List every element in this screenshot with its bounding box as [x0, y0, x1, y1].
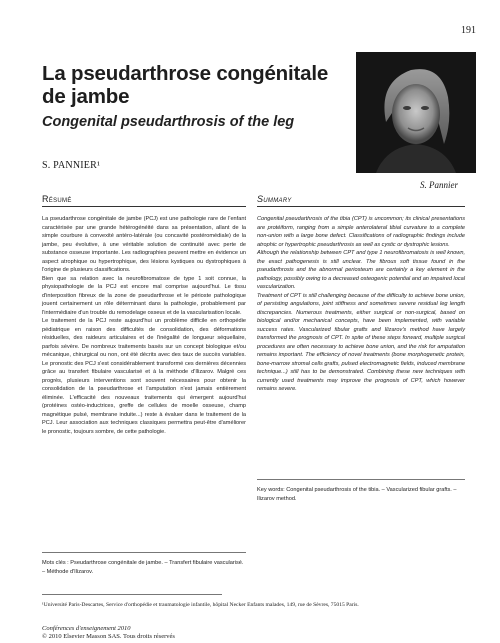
- summary-paragraph: Although the relationship between CPT and type 1 neurofibromatosis is well known, the exact pathogenesis is still unclear. The fibrous soft tissue found in the pseudarthrosis and the abnormal periosteum are certainly a key element in the pathology, possibly owing to a decreased osteogenic potential and an impaired local vascularization.: [257, 250, 465, 290]
- article-title-en: Congenital pseudarthrosis of the leg: [42, 114, 295, 130]
- resume-paragraph: Bien que sa relation avec la neurofibromatose de type 1 soit connue, la physiopathologie de la PCJ est encore mal comprise aujourd'hui. Le tissu d'interposition fibreux de la zone de pseudarthrose et le périoste pathologique jouent certainement un rôle déterminant dans la pathologie, probablement par l'intermédiaire d'un trouble du remodelage osseux et de la vascularisation locale.: [42, 275, 246, 316]
- page-number: 191: [461, 25, 476, 36]
- affiliation-text: ¹Université Paris-Descartes, Service d'orthopédie et traumatologie infantile, hôpital Necker Enfants malades, 149, rue de Sèvres, 75015 Paris.: [42, 602, 359, 608]
- resume-heading: Résumé: [42, 194, 246, 207]
- resume-keywords: Mots clés : Pseudarthrose congénitale de jambe. – Transfert fibulaire vascularisé. – Méthode d'Ilizarov.: [42, 552, 246, 576]
- author-portrait-image: [356, 52, 476, 173]
- copyright-notice: © 2010 Elsevier Masson SAS. Tous droits réservés: [42, 633, 175, 640]
- summary-section: [257, 194, 465, 394]
- resume-paragraph: Le traitement de la PCJ reste aujourd'hui un problème difficile en orthopédie pédiatrique en raison des difficultés de consolidation, des déformations résiduelles, des raideurs articulaires et de l'inégalité de longueur séquellaire, parfois sévère. De nombreux traitements basés sur un concept biologique et/ou mécanique, chirurgical ou non, ont été décrits avec des taux de succès variables. Le pronostic des PCJ s'est considérablement transformé ces dernières décennies grâce au transfert fibulaire vascularisé et à la méthode d'Ilizarov. Malgré ces progrès, plusieurs interventions sont souvent nécessaires pour obtenir la consolidation de la pseudarthrose et l'amputation n'est jamais entièrement éliminée. L'efficacité des nouveaux traitements qui émergent aujourd'hui (protéines ostéo-inductrices, greffe de cellules de moelle osseuse, champ magnétique pulsé, membrane induite...) reste à évaluer dans le traitement de la PCJ. Leur association aux techniques classiques permettra peut-être d'améliorer le pronostic, toujours sombre, de cette pathologie.: [42, 318, 246, 435]
- journal-name: Conférences d'enseignement 2010: [42, 625, 131, 632]
- resume-paragraph: La pseudarthrose congénitale de jambe (PCJ) est une pathologie rare de l'enfant caractérisée par une grande hétérogénéité dans sa présentation, allant de la simple courbure à convexité antéro-latérale (ou concavité postéromédiale) de la jambe, peu évolutive, à une véritable solution de continuité avec perte de substance osseuse importante. Les radiographies peuvent mettre en évidence un aspect atrophique ou hypertrophique, des lésions kystiques ou dystrophiques à l'origine de plusieurs classifications.: [42, 216, 246, 273]
- page-footer: [42, 625, 175, 641]
- resume-section: [42, 194, 246, 436]
- summary-heading: Summary: [257, 194, 465, 207]
- author-photo: [356, 52, 476, 173]
- title-block: [42, 62, 342, 131]
- affiliation-footnote: [42, 594, 359, 609]
- photo-caption: S. Pannier: [420, 180, 458, 190]
- author-name: S. PANNIER¹: [42, 160, 101, 171]
- summary-body: [257, 215, 465, 394]
- resume-body: [42, 215, 246, 436]
- summary-keywords: Key words: Congenital pseudarthrosis of the tibia. – Vascularized fibular grafts. – Ilizarov method.: [257, 479, 465, 503]
- summary-paragraph: Congenital pseudarthrosis of the tibia (CPT) is uncommon; its clinical presentations are protéiform, ranging from a simple anterolateral tibial curvature to a complete non-union with a large bone defect. Classifications of radiographic findings include atrophic or hypertrophic pseudarthrosis as well as cystic or dystrophic lesions.: [257, 216, 465, 248]
- article-title-fr: La pseudarthrose congénitale de jambe: [42, 62, 329, 108]
- summary-paragraph: Treatment of CPT is still challenging because of the difficulty to achieve bone union, of persisting angulations, joint stiffness and sometimes severe residual leg length discrepancies. Numerous treatments, either surgical or non-surgical, based on biological and/or mechanical concepts, have been implemented, with variable success rates. Vascularized fibular grafts and Ilizarov's method have largely transformed the prognosis of CPT. In spite of these steps forward, multiple surgical procedures are often necessary to achieve bone union, and the risk for amputation remains important. The efficiency of novel treatments (bone morphogenetic protein, bone-marrow stromal cells grafts, pulsed electromagnetic fields, induced membrane technique...) still has to be demonstrated. Combining these new techniques with currently used treatments may improve the prognosis of CPT, which however remains severe.: [257, 292, 465, 392]
